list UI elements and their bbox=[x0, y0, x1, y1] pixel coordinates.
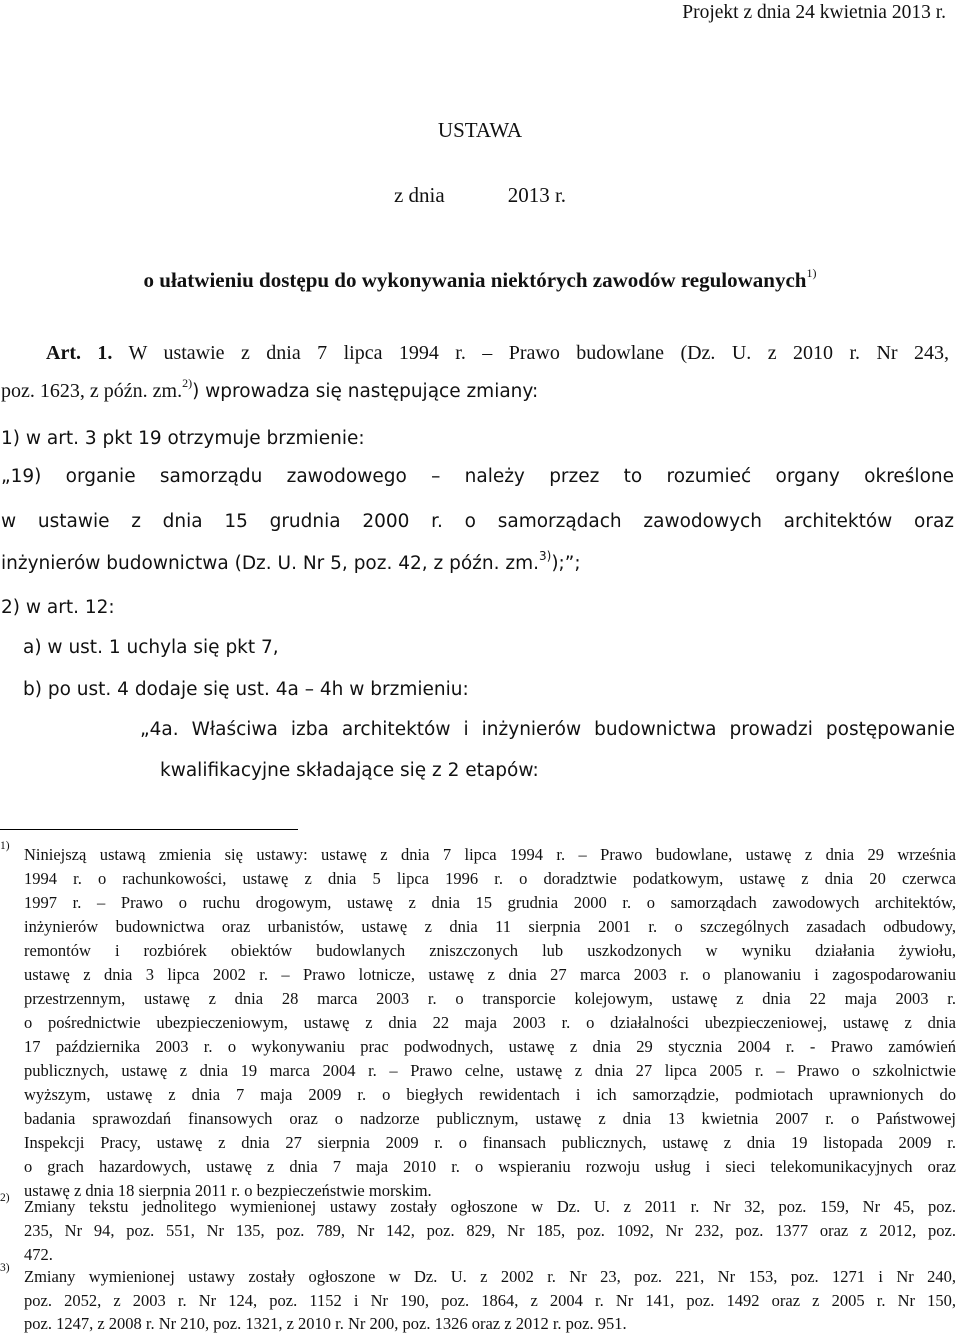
footnote-1-mark: 1) bbox=[0, 840, 10, 852]
project-date-header: Projekt z dnia 24 kwietnia 2013 r. bbox=[682, 2, 946, 23]
footnote-3-mark: 3) bbox=[0, 1262, 10, 1274]
point-1: 1) w art. 3 pkt 19 otrzymuje brzmienie: bbox=[1, 428, 365, 449]
footnote-1-line: ustawę z dnia 3 lipca 2002 r. – Prawo lotnicze, ustawę z dnia 27 marca 2003 r. o planowaniu i zagospodarowaniu bbox=[24, 965, 956, 984]
footnote-1-line: inżynierów budownictwa oraz urbanistów, ustawę z dnia 11 sierpnia 2001 r. o szczególnych zasadach odbudowy, bbox=[24, 917, 956, 936]
footnote-1-line: Niniejszą ustawą zmienia się ustawy: ustawę z dnia 7 lipca 1994 r. – Prawo budowlane, ustawę z dnia 29 września bbox=[24, 845, 956, 864]
point-1-quote-line3 bbox=[1, 548, 581, 574]
footnote-3-line: poz. 2052, z 2003 r. Nr 124, poz. 1152 i Nr 190, poz. 1864, z 2004 r. Nr 141, poz. 1492 oraz z 2005 r. Nr 150, bbox=[24, 1291, 956, 1310]
article-1-line1 bbox=[46, 342, 949, 365]
footnote-divider bbox=[0, 829, 298, 830]
footnote-1-line: 17 października 2003 r. o wykonywaniu prac podwodnych, ustawę z dnia 29 stycznia 2004 r. - Prawo zamówień bbox=[24, 1037, 956, 1056]
footnote-1-line: o grach hazardowych, ustawę z dnia 7 maja 2010 r. o wspieraniu rozwoju usług i sieci telekomunikacyjnych oraz bbox=[24, 1157, 956, 1176]
footnote-1-line: wyższym, ustawę z dnia 7 maja 2009 r. o biegłych rewidentach i ich samorządzie, podmiotach uprawnionych do bbox=[24, 1085, 956, 1104]
ust-4a-line2: kwalifikacyjne składające się z 2 etapów: bbox=[160, 760, 539, 781]
footnote-1-line: ustawę z dnia 18 sierpnia 2011 r. o bezpieczeństwie morskim. bbox=[24, 1181, 432, 1200]
article-1-line2-b: ) wprowadza się następujące zmiany: bbox=[192, 381, 539, 402]
footnote-1-line: o pośrednictwie ubezpieczeniowym, ustawę z dnia 22 maja 2003 r. o działalności ubezpieczeniowej, ustawę z dnia bbox=[24, 1013, 956, 1032]
footnote-3-line: poz. 1247, z 2008 r. Nr 210, poz. 1321, z 2010 r. Nr 200, poz. 1326 oraz z 2012 r. poz. 951. bbox=[24, 1314, 627, 1333]
footnote-1-line: publicznych, ustawę z dnia 19 marca 2004 r. – Prawo celne, ustawę z dnia 27 lipca 2005 r. – Prawo o szkolnictwie bbox=[24, 1061, 956, 1080]
point-1-quote-line3-a: inżynierów budownictwa (Dz. U. Nr 5, poz. 42, z późn. zm. bbox=[1, 553, 539, 574]
article-1-text: W ustawie z dnia 7 lipca 1994 r. – Prawo budowlane (Dz. U. z 2010 r. Nr 243, bbox=[128, 342, 950, 364]
point-1-quote-line3-b: );”; bbox=[551, 553, 581, 574]
footnote-ref-2: 2) bbox=[182, 376, 193, 391]
footnote-2-line: 235, Nr 94, poz. 551, Nr 135, poz. 789, Nr 142, poz. 829, Nr 185, poz. 1092, Nr 232, poz. 1377 oraz z 2012, poz. bbox=[24, 1221, 956, 1240]
footnote-ref-1: 1) bbox=[806, 266, 817, 280]
footnote-1-line: remontów i rozbiórek obiektów budowlanych zniszczonych lub uszkodzonych w wyniku działania żywiołu, bbox=[24, 941, 956, 960]
point-1-quote-line2: w ustawie z dnia 15 grudnia 2000 r. o samorządach zawodowych architektów oraz bbox=[1, 511, 954, 532]
footnote-1-line: 1997 r. – Prawo o ruchu drogowym, ustawę z dnia 15 grudnia 2000 r. o samorządach zawodowych architektów, bbox=[24, 893, 956, 912]
footnote-1-line: 1994 r. o rachunkowości, ustawę z dnia 5 lipca 1996 r. o doradztwie podatkowym, ustawę z dnia 20 czerwca bbox=[24, 869, 956, 888]
act-type-title: USTAWA bbox=[437, 118, 523, 142]
act-subject bbox=[0, 268, 960, 293]
article-1-line2 bbox=[1, 376, 539, 403]
act-subject-text: o ułatwieniu dostępu do wykonywania niektórych zawodów regulowanych bbox=[143, 268, 807, 292]
act-date-line: z dnia 2013 r. bbox=[393, 183, 567, 207]
footnote-2-line: 472. bbox=[24, 1245, 53, 1264]
point-2: 2) w art. 12: bbox=[1, 597, 115, 618]
footnote-1-line: badania sprawozdań finansowych oraz o nadzorze publicznym, ustawę z dnia 13 kwietnia 2007 r. o Państwowej bbox=[24, 1109, 956, 1128]
ust-4a-line1: „4a. Właściwa izba architektów i inżynierów budownictwa prowadzi postępowanie bbox=[140, 719, 955, 740]
footnote-ref-3: 3) bbox=[539, 548, 552, 563]
footnote-1-line: Inspekcji Pracy, ustawę z dnia 27 sierpnia 2009 r. o finansach publicznych, ustawę z dnia 19 listopada 2009 r. bbox=[24, 1133, 956, 1152]
point-2a: a) w ust. 1 uchyla się pkt 7, bbox=[23, 637, 279, 658]
footnote-2-mark: 2) bbox=[0, 1192, 10, 1204]
point-1-quote-line1: „19) organie samorządu zawodowego – należy przez to rozumieć organy określone bbox=[1, 466, 954, 487]
footnote-2-line: Zmiany tekstu jednolitego wymienionej ustawy zostały ogłoszone w Dz. U. z 2011 r. Nr 32, poz. 159, Nr 45, poz. bbox=[24, 1197, 956, 1216]
footnote-1-line: przestrzennym, ustawę z dnia 28 marca 2003 r. o transporcie kolejowym, ustawę z dnia 22 maja 2003 r. bbox=[24, 989, 956, 1008]
article-label: Art. 1. bbox=[46, 342, 113, 364]
article-1-line2-a: poz. 1623, z późn. zm. bbox=[1, 380, 183, 402]
point-2b: b) po ust. 4 dodaje się ust. 4a – 4h w brzmieniu: bbox=[23, 679, 469, 700]
footnote-3-line: Zmiany wymienionej ustawy zostały ogłoszone w Dz. U. z 2002 r. Nr 23, poz. 221, Nr 153, poz. 1271 i Nr 240, bbox=[24, 1267, 956, 1286]
